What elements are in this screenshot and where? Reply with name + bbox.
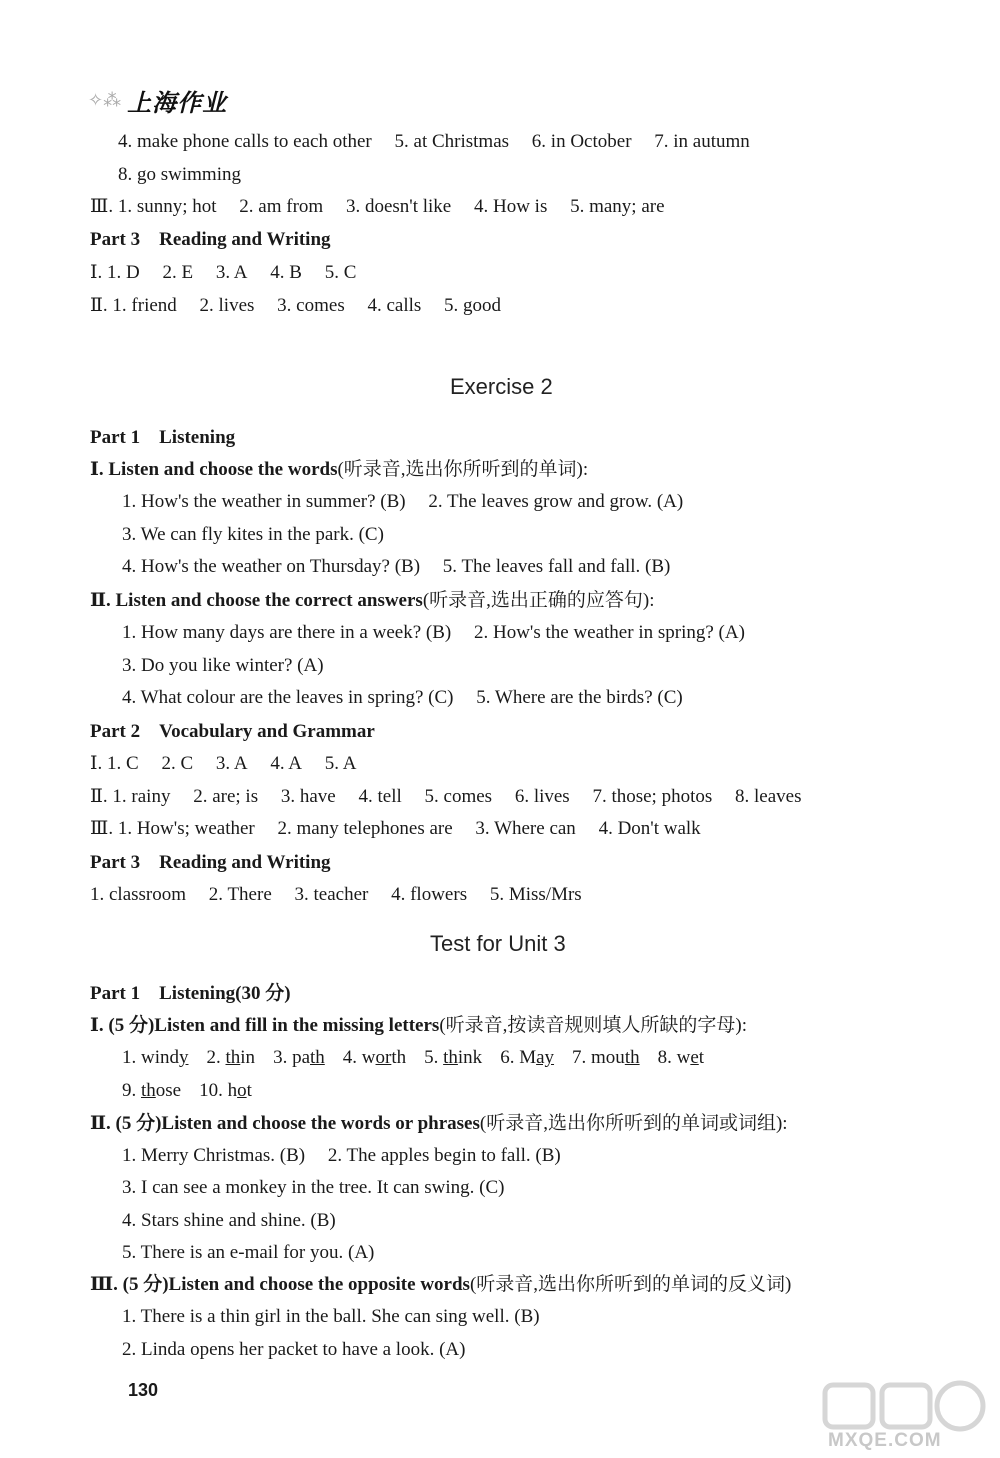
answer-item <box>122 1047 189 1068</box>
part-heading: Part 1 Listening(30 分) <box>90 983 291 1004</box>
answer-item: 3. A <box>215 262 248 283</box>
answer-line <box>122 556 670 578</box>
answer-item <box>273 1047 325 1068</box>
answer-item: Ⅲ. 1. How's; weather <box>90 818 255 839</box>
answer-line <box>122 622 745 644</box>
section-instruction <box>90 1113 788 1135</box>
instruction-cn: (听录音,选出正确的应答句): <box>422 590 655 611</box>
header-logo <box>88 80 227 120</box>
answer-item: 2. The apples begin to fall. (B) <box>327 1145 561 1166</box>
word-suffix: t <box>246 1080 252 1101</box>
word-prefix: 6. M <box>500 1047 537 1068</box>
instruction-cn: (听录音,选出你所听到的单词的反义词) <box>469 1274 792 1295</box>
instruction-en: Ⅰ. (5 分)Listen and fill in the missing letters <box>90 1015 440 1036</box>
answer-item: 4. tell <box>358 786 402 807</box>
section-title: Exercise 2 <box>450 374 553 399</box>
missing-letters: th <box>310 1047 325 1068</box>
answer-item: 1. Merry Christmas. (B) <box>122 1145 306 1166</box>
answer-item: 4. B <box>270 262 302 283</box>
answer-line <box>90 753 356 775</box>
page-number: 130 <box>128 1380 159 1400</box>
answer-item: 5. comes <box>424 786 493 807</box>
answer-line: 5. There is an e-mail for you. (A) <box>122 1242 375 1263</box>
missing-letters: th <box>141 1080 156 1101</box>
missing-letters: o <box>237 1080 247 1101</box>
answer-line <box>90 818 701 840</box>
answer-item <box>572 1047 640 1068</box>
answer-item <box>500 1047 554 1068</box>
answer-line: 8. go swimming <box>118 164 241 185</box>
section-instruction <box>90 590 655 612</box>
answer-item: 5. Where are the birds? (C) <box>476 687 683 708</box>
instruction-cn: (听录音,选出你所听到的单词): <box>337 459 589 480</box>
word-prefix: 10. h <box>199 1080 238 1101</box>
answer-item: 7. those; photos <box>592 786 713 807</box>
answer-item: 3. doesn't like <box>345 196 452 217</box>
instruction-en: Ⅱ. Listen and choose the correct answers <box>90 590 423 611</box>
word-prefix: 1. wind <box>122 1047 179 1068</box>
answer-line <box>90 262 356 284</box>
answer-line <box>122 687 683 709</box>
answer-item: 5. good <box>444 295 502 316</box>
answer-line <box>122 491 683 513</box>
answer-item: 5. C <box>324 262 357 283</box>
answer-item: 5. at Christmas <box>394 131 510 152</box>
instruction-en: Ⅱ. (5 分)Listen and choose the words or phrases <box>90 1113 480 1134</box>
answer-item: 1. classroom <box>90 884 187 905</box>
answer-item: Ⅰ. 1. D <box>90 262 140 283</box>
answer-item: 3. teacher <box>294 884 369 905</box>
word-suffix: th <box>391 1047 407 1068</box>
missing-letters: y <box>179 1047 189 1068</box>
word-prefix: 9. <box>122 1080 141 1101</box>
answer-item <box>658 1047 704 1068</box>
answer-item: Ⅱ. 1. rainy <box>90 786 171 807</box>
missing-letters: th <box>225 1047 241 1068</box>
answer-line <box>90 196 665 218</box>
answer-item: 4. calls <box>367 295 422 316</box>
word-suffix: in <box>240 1047 256 1068</box>
answer-line <box>118 131 750 153</box>
answer-item: Ⅰ. 1. C <box>90 753 139 774</box>
answer-line <box>90 295 501 317</box>
word-prefix: 4. w <box>342 1047 376 1068</box>
logo-decoration-icon: ✧⁂ <box>88 89 122 111</box>
answer-line: 2. Linda opens her packet to have a look. (A) <box>122 1339 466 1360</box>
answer-item: 2. are; is <box>193 786 259 807</box>
answer-item: 4. Don't walk <box>598 818 701 839</box>
answer-item: 2. How's the weather in spring? (A) <box>473 622 745 643</box>
answer-line: 4. Stars shine and shine. (B) <box>122 1210 336 1231</box>
answer-item <box>199 1080 252 1101</box>
word-prefix: 2. <box>206 1047 226 1068</box>
word-prefix: 8. w <box>657 1047 691 1068</box>
answer-item: 2. lives <box>199 295 255 316</box>
missing-letters: e <box>690 1047 699 1068</box>
word-prefix: 5. <box>424 1047 444 1068</box>
answer-item: 6. lives <box>514 786 570 807</box>
answer-item: 4. make phone calls to each other <box>118 131 372 152</box>
answer-line <box>122 1047 704 1069</box>
answer-line: 3. We can fly kites in the park. (C) <box>122 524 384 545</box>
word-prefix: 3. pa <box>273 1047 310 1068</box>
answer-item: 4. How's the weather on Thursday? (B) <box>122 556 421 577</box>
answer-item: 3. have <box>280 786 336 807</box>
answer-item: 6. in October <box>531 131 632 152</box>
answer-line: 3. I can see a monkey in the tree. It can swing. (C) <box>122 1177 505 1198</box>
instruction-en: Ⅰ. Listen and choose the words <box>90 459 338 480</box>
answer-line: 3. Do you like winter? (A) <box>122 655 324 676</box>
part-heading: Part 1 Listening <box>90 427 236 448</box>
instruction-cn: (听录音,按读音规则填人所缺的字母): <box>439 1015 747 1036</box>
answer-line <box>122 1145 561 1167</box>
answer-line <box>90 786 802 808</box>
section-title: Test for Unit 3 <box>430 931 566 956</box>
missing-letters: th <box>443 1047 458 1068</box>
answer-line: 1. There is a thin girl in the ball. She can sing well. (B) <box>122 1306 540 1327</box>
logo-text: 上海作业 <box>127 88 228 117</box>
answer-item <box>343 1047 406 1068</box>
part-heading: Part 2 Vocabulary and Grammar <box>90 721 375 742</box>
missing-letters: ay <box>536 1047 555 1068</box>
answer-item: 3. Where can <box>475 818 576 839</box>
answer-item: 4. How is <box>473 196 548 217</box>
section-instruction <box>90 459 588 481</box>
word-suffix: ose <box>155 1080 182 1101</box>
answer-line <box>122 1080 252 1102</box>
word-suffix: t <box>698 1047 705 1068</box>
missing-letters: th <box>624 1047 640 1068</box>
answer-item: 5. The leaves fall and fall. (B) <box>442 556 671 577</box>
answer-item: 3. comes <box>277 295 345 316</box>
word-prefix: 7. mou <box>572 1047 625 1068</box>
answer-item: 7. in autumn <box>654 131 750 152</box>
part-heading: Part 3 Reading and Writing <box>90 852 331 873</box>
missing-letters: or <box>375 1047 392 1068</box>
part-heading: Part 3 Reading and Writing <box>90 229 331 250</box>
section-instruction <box>90 1274 791 1296</box>
answer-item: 8. leaves <box>735 786 802 807</box>
answer-item: 5. many; are <box>570 196 665 217</box>
answer-item <box>207 1047 256 1068</box>
answer-item: 2. am from <box>239 196 324 217</box>
answer-item <box>122 1080 181 1101</box>
answer-item: Ⅱ. 1. friend <box>90 295 177 316</box>
answer-item: 4. flowers <box>391 884 468 905</box>
answer-item: 1. How many days are there in a week? (B) <box>122 622 452 643</box>
answer-item: 2. The leaves grow and grow. (A) <box>428 491 684 512</box>
section-instruction <box>90 1015 747 1037</box>
answer-item: 2. E <box>162 262 194 283</box>
answer-item: 2. There <box>208 884 272 905</box>
answer-item: 4. A <box>270 753 302 774</box>
answer-line <box>90 884 582 906</box>
instruction-en: Ⅲ. (5 分)Listen and choose the opposite words <box>90 1274 470 1295</box>
instruction-cn: (听录音,选出你所听到的单词或词组): <box>479 1113 788 1134</box>
answer-item <box>424 1047 482 1068</box>
answer-item: Ⅲ. 1. sunny; hot <box>90 196 217 217</box>
answer-item: 5. A <box>324 753 357 774</box>
answer-item: 2. many telephones are <box>277 818 453 839</box>
answer-item: 1. How's the weather in summer? (B) <box>122 491 406 512</box>
answer-item: 3. A <box>215 753 248 774</box>
watermark-text: MXQE.COM <box>828 1430 942 1451</box>
answer-item: 4. What colour are the leaves in spring? (C) <box>122 687 454 708</box>
word-suffix: ink <box>457 1047 483 1068</box>
answer-item: 5. Miss/Mrs <box>489 884 582 905</box>
answer-item: 2. C <box>161 753 194 774</box>
